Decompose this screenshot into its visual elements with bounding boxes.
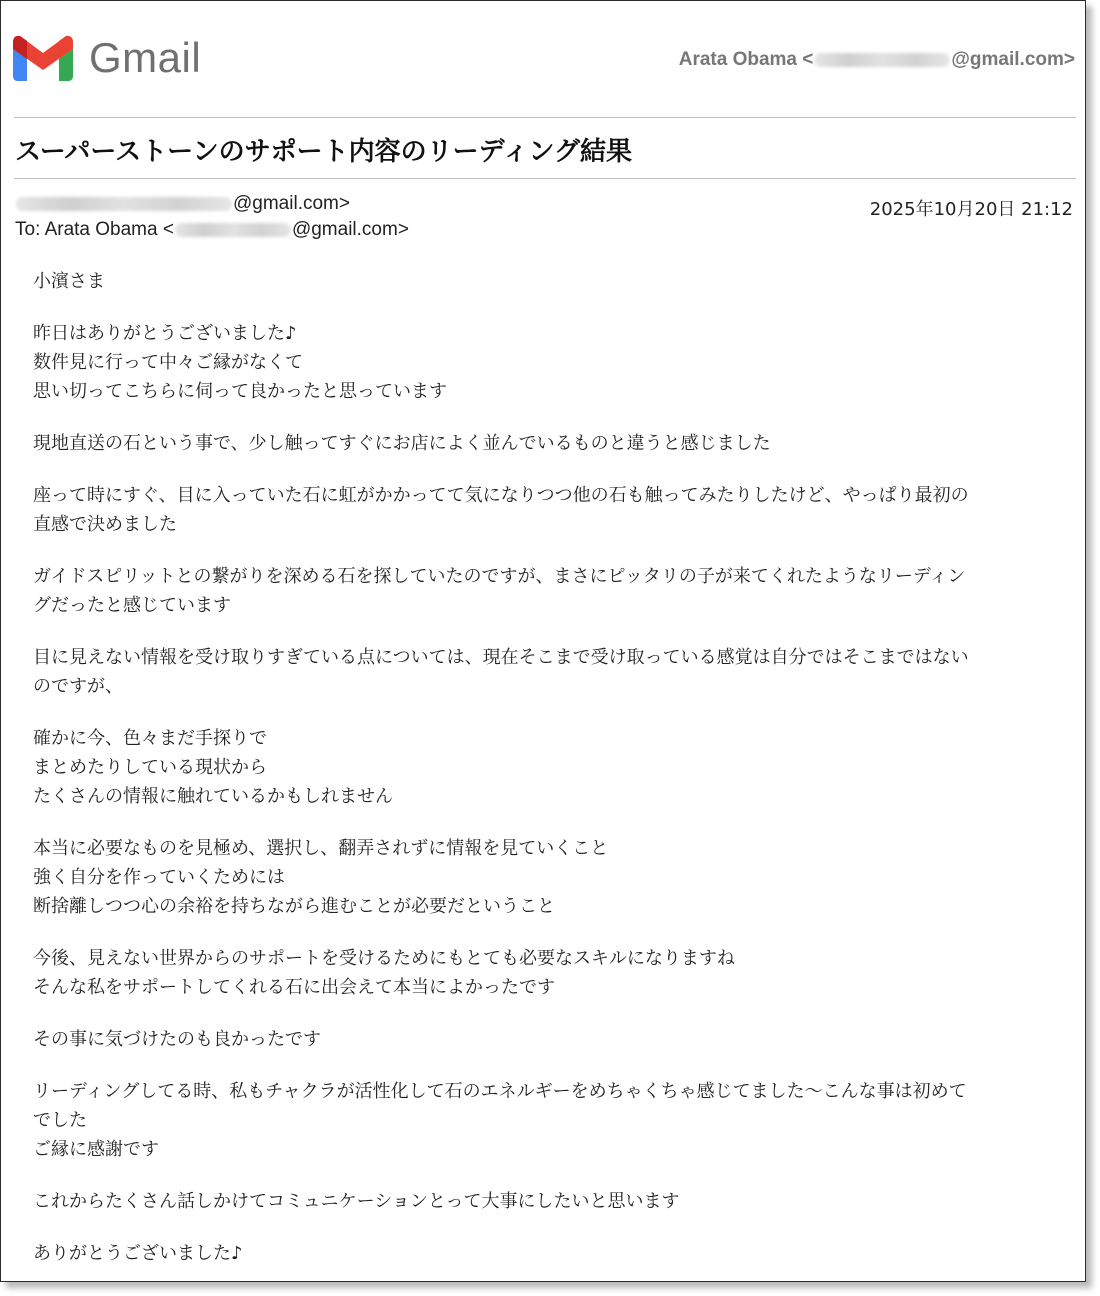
gmail-wordmark: Gmail xyxy=(89,34,202,81)
account-name: Arata Obama xyxy=(678,49,798,70)
body-line: でした xyxy=(33,1110,87,1131)
body-line: これからたくさん話しかけてコミュニケーションとって大事にしたいと思います xyxy=(33,1191,680,1212)
redacted-sender xyxy=(16,197,232,211)
body-paragraph xyxy=(33,1077,1053,1164)
gmail-m-icon xyxy=(13,35,73,81)
body-line: 現地直送の石という事で、少し触ってすぐにお店によく並んでいるものと違うと感じました xyxy=(33,433,771,454)
account-email-domain: @gmail.com> xyxy=(951,49,1075,70)
body-line: 強く自分を作っていくためには xyxy=(33,867,285,888)
body-line: その事に気づけたのも良かったです xyxy=(33,1029,321,1050)
recipient-prefix: To: Arata Obama < xyxy=(15,219,174,240)
account-email-open: < xyxy=(802,49,814,70)
body-line: 本当に必要なものを見極め、選択し、翻弄されずに情報を見ていくこと xyxy=(33,838,609,859)
body-line: 昨日はありがとうございました♪ xyxy=(33,323,297,344)
account-info xyxy=(679,49,1075,71)
body-line: のですが、 xyxy=(33,676,123,697)
header-divider xyxy=(14,117,1076,118)
body-line: たくさんの情報に触れているかもしれません xyxy=(33,786,393,807)
body-paragraph xyxy=(33,834,1053,921)
message-body xyxy=(33,267,1053,1291)
gmail-header xyxy=(1,1,1087,111)
gmail-logo xyxy=(13,35,201,81)
recipient-line xyxy=(15,219,409,241)
body-line: ありがとうございました♪ xyxy=(33,1243,243,1264)
body-paragraph xyxy=(33,481,1053,539)
body-paragraph xyxy=(33,944,1053,1002)
redacted-recipient xyxy=(175,223,291,237)
body-line: 断捨離しつつ心の余裕を持ちながら進むことが必要だということ xyxy=(33,896,555,917)
body-line: 小濱さま xyxy=(33,271,105,292)
body-line: 座って時にすぐ、目に入っていた石に虹がかかってて気になりつつ他の石も触ってみたりしたけど、やっぱり最初の xyxy=(33,485,969,506)
body-line: ガイドスピリットとの繋がりを深める石を探していたのですが、まさにピッタリの子が来てくれたようなリーディン xyxy=(33,566,966,587)
body-paragraph xyxy=(33,724,1053,811)
recipient-email-domain: @gmail.com> xyxy=(291,219,409,240)
body-line: 確かに今、色々まだ手探りで xyxy=(33,728,267,749)
body-line: 今後、見えない世界からのサポートを受けるためにもとても必要なスキルになりますね xyxy=(33,948,735,969)
body-line: グだったと感じています xyxy=(33,595,231,616)
sender-email-domain: @gmail.com> xyxy=(233,193,350,214)
body-line: リーディングしてる時、私もチャクラが活性化して石のエネルギーをめちゃくちゃ感じてました〜こんな事は初めて xyxy=(33,1081,967,1102)
body-line: まとめたりしている現状から xyxy=(33,757,267,778)
body-line: 目に見えない情報を受け取りすぎている点については、現在そこまで受け取っている感覚は自分ではそこまではない xyxy=(33,647,969,668)
subject-divider xyxy=(14,178,1076,179)
body-paragraph xyxy=(33,1187,1053,1216)
body-line: 直感で決めました xyxy=(33,514,177,535)
body-line: 数件見に行って中々ご縁がなくて xyxy=(33,352,303,373)
sender-line xyxy=(15,193,350,215)
message-subject: スーパーストーンのサポート内容のリーディング結果 xyxy=(15,137,632,167)
body-line: 思い切ってこちらに伺って良かったと思っています xyxy=(33,381,447,402)
body-paragraph xyxy=(33,429,1053,458)
redacted-email xyxy=(814,53,950,67)
message-date: 2025年10月20日 21:12 xyxy=(869,199,1073,220)
body-paragraph xyxy=(33,1025,1053,1054)
body-paragraph xyxy=(33,562,1053,620)
body-paragraph xyxy=(33,319,1053,406)
body-paragraph xyxy=(33,643,1053,701)
body-line: ご縁に感謝です xyxy=(33,1139,159,1160)
body-closing xyxy=(33,1239,1053,1268)
body-line: そんな私をサポートしてくれる石に出会えて本当によかったです xyxy=(33,977,555,998)
body-greeting xyxy=(33,267,1053,296)
